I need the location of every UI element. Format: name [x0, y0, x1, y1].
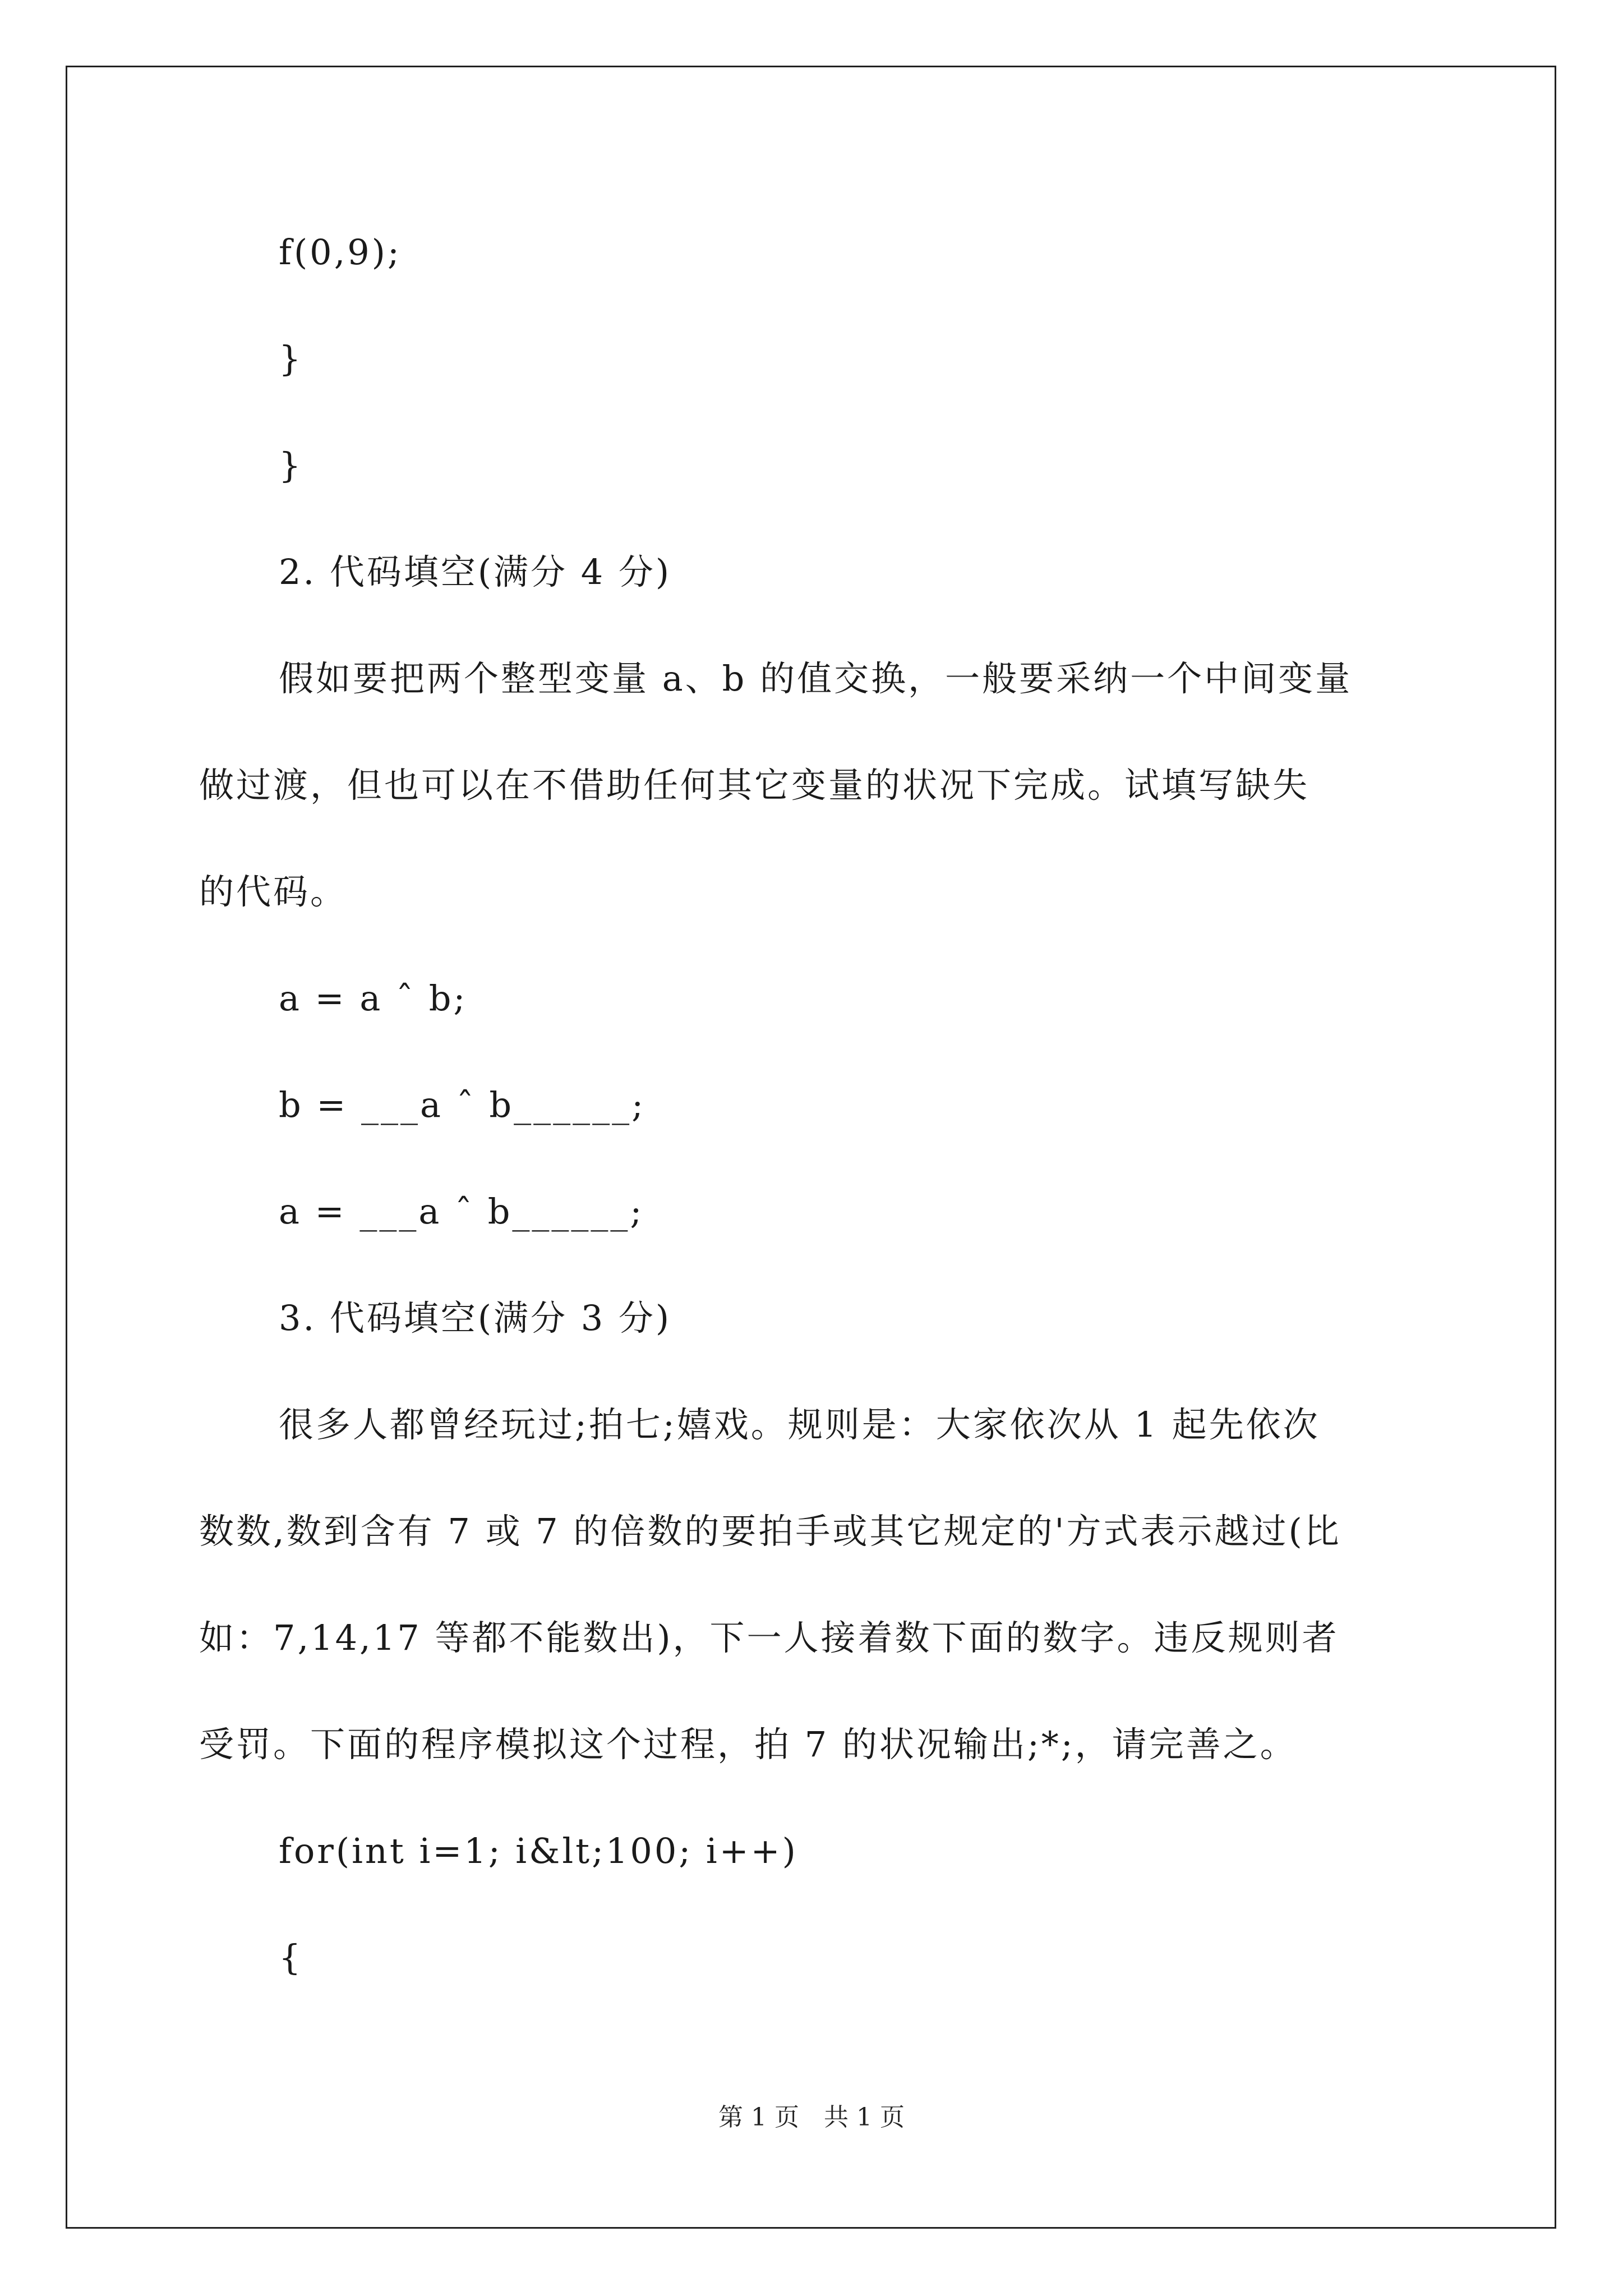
code-line: }	[279, 338, 303, 379]
paragraph-line: 受罚。下面的程序模拟这个过程，拍 7 的状况输出;*;，请完善之。	[199, 1724, 1297, 1765]
code-line: }	[279, 445, 303, 486]
code-line: a = ___a ˆ b______;	[279, 1191, 644, 1232]
question-heading: 2. 代码填空(满分 4 分)	[279, 551, 672, 592]
page-footer: 第 1 页 共 1 页	[718, 2103, 905, 2132]
paragraph-line: 的代码。	[199, 871, 348, 912]
code-line: for(int i=1; i&lt;100; i++)	[279, 1830, 798, 1871]
page-border	[66, 66, 1556, 2229]
paragraph-line: 做过渡，但也可以在不借助任何其它变量的状况下完成。试填写缺失	[199, 765, 1310, 806]
paragraph-line: 假如要把两个整型变量 a、b 的值交换，一般要采纳一个中间变量	[279, 658, 1353, 699]
code-line: a = a ˆ b;	[279, 978, 468, 1019]
code-line: b = ___a ˆ b______;	[279, 1084, 646, 1125]
paragraph-line: 数数,数到含有 7 或 7 的倍数的要拍手或其它规定的'方式表示越过(比	[199, 1511, 1341, 1552]
code-line: {	[279, 1937, 303, 1978]
paragraph-line: 如：7,14,17 等都不能数出)，下一人接着数下面的数字。违反规则者	[199, 1617, 1339, 1658]
code-line: f(0,9);	[279, 232, 402, 273]
question-heading: 3. 代码填空(满分 3 分)	[279, 1297, 672, 1338]
paragraph-line: 很多人都曾经玩过;拍七;嬉戏。规则是：大家依次从 1 起先依次	[279, 1404, 1320, 1445]
